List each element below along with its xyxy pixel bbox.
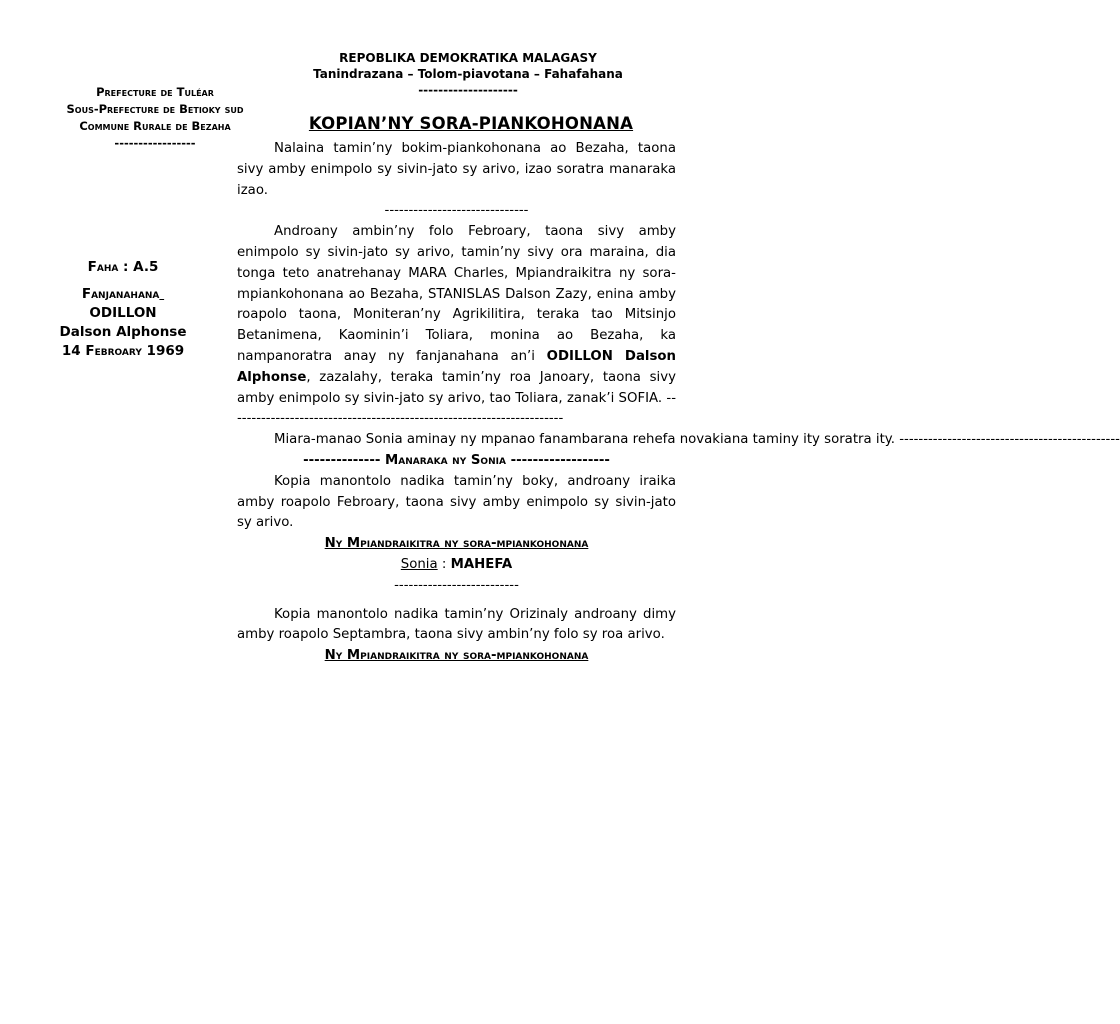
record-type-underline xyxy=(159,286,164,302)
republic-motto: Tanindrazana – Tolom-piavotana – Fahafahana xyxy=(313,67,623,81)
signature-line xyxy=(237,555,676,576)
separator-line: ------------------------------ xyxy=(384,203,529,219)
section-dash-left: -------------- xyxy=(303,452,381,468)
republic-header xyxy=(300,50,636,98)
document-body xyxy=(237,139,1120,667)
commune-name: Commune Rurale de Bezaha xyxy=(79,119,231,133)
person-birth-date xyxy=(48,342,198,361)
document-title: KOPIAN’NY SORA-PIANKOHONANA xyxy=(308,114,634,133)
administration-separator: ----------------- xyxy=(114,136,196,150)
signature-name: MAHEFA xyxy=(450,556,513,572)
paragraph-copy-original: Kopia manontolo nadika tamin’ny Orizinaly androany dimy amby roapolo Septambra, taona sivy ambin’ny folo sy roa arivo. xyxy=(237,606,676,643)
sous-prefecture-name: Sous-Prefecture de Betioky sud xyxy=(66,102,244,116)
child-name: ODILLON Dalson Alphonse xyxy=(237,348,676,385)
record-text-b: , zazalahy, teraka tamin’ny roa Janoary, taona sivy amby enimpolo sy sivin-jato sy arivo, tao Toliara, zanak’i SOFIA. ---------------------------------------------------------------------- xyxy=(237,369,676,427)
signatory-title-2: Ny Mpiandraikitra ny sora-mpiankohonana xyxy=(324,648,589,664)
birth-date: 14 Febroary 1969 xyxy=(61,343,185,359)
person-given-names: Dalson Alphonse xyxy=(59,324,187,340)
person-block xyxy=(48,258,198,361)
record-type: Fanjanahana xyxy=(81,286,160,302)
signature-colon: : xyxy=(437,556,451,572)
paragraph-record xyxy=(237,222,676,430)
paragraph-copy-book: Kopia manontolo nadika tamin’ny boky, androany iraika amby roapolo Febroary, taona sivy amby enimpolo sy sivin-jato sy arivo. xyxy=(237,473,676,531)
record-text-a: Androany ambin’ny folo Febroary, taona sivy amby enimpolo sy sivin-jato sy arivo, tamin’ny sivy ora maraina, dia tonga teto anatrehanay MARA Charles, Mpiandraikitra ny sora-mpiankohonana ao Bezaha, STANISLAS Dalson Zazy, enina amby roapolo taona, Moniteran’ny Agrikilitira, teraka tao Mitsinjo Betanimena, Kaominin’i Toliara, monina ao Bezaha, ka nampanoratra anay ny fanjanahana an’i xyxy=(237,224,676,364)
record-number: Faha : A.5 xyxy=(87,259,159,275)
section-heading xyxy=(237,451,676,472)
section-title: Manaraka ny Sonia xyxy=(385,452,506,468)
republic-separator: -------------------- xyxy=(418,83,518,97)
administration-header xyxy=(55,84,255,152)
paragraph-intro: Nalaina tamin’ny bokim-piankohonana ao Bezaha, taona sivy amby enimpolo sy sivin-jato sy arivo, izao soratra manaraka izao. xyxy=(237,141,676,198)
paragraph-signature-note: Miara-manao Sonia aminay ny mpanao fanambarana rehefa novakiana taminy ity soratra ity. ---------------------------------------------- xyxy=(274,432,1120,448)
republic-name: REPOBLIKA DEMOKRATIKA MALAGASY xyxy=(339,51,597,65)
person-surname: ODILLON xyxy=(89,305,157,321)
record-type-line xyxy=(48,285,198,304)
signatory-title-1: Ny Mpiandraikitra ny sora-mpiankohonana xyxy=(324,536,589,552)
signature-label: Sonia xyxy=(400,556,438,572)
separator-line-2: -------------------------- xyxy=(394,577,519,593)
prefecture-name: Prefecture de Tuléar xyxy=(96,85,214,99)
section-dash-right: ------------------ xyxy=(510,452,610,468)
